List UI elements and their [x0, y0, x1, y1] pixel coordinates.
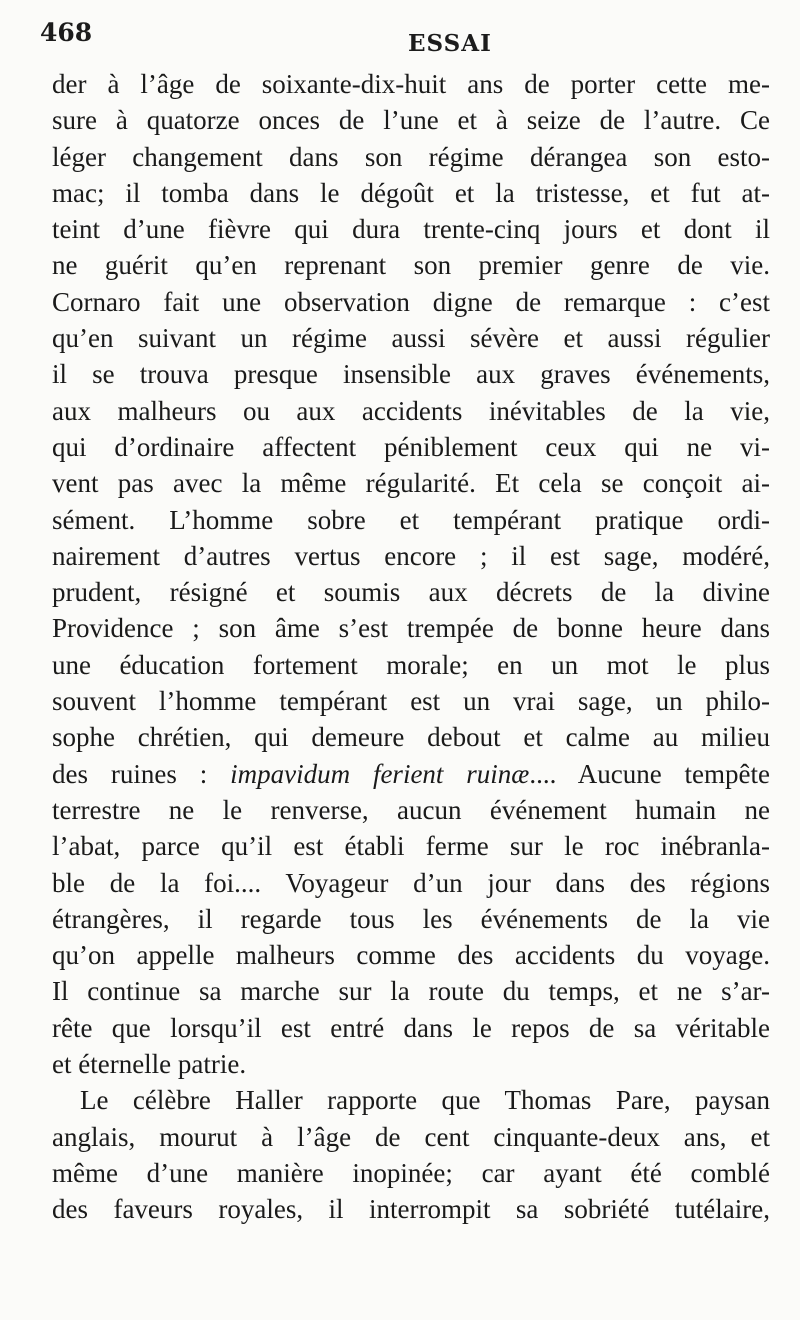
text-line: aux malheurs ou aux accidents inévitables de la vie, [52, 395, 770, 426]
text-line: léger changement dans son régime dérangea son esto- [52, 141, 770, 172]
text-line: sophe chrétien, qui demeure debout et calme au milieu [52, 722, 770, 753]
page-header [40, 16, 760, 60]
page-number: 468 [40, 18, 93, 47]
text-line: mac; il tomba dans le dégoût et la tristesse, et fut at- [52, 177, 770, 208]
text-line: sément. L’homme sobre et tempérant pratique ordi- [52, 504, 770, 535]
text-segment: des ruines : [52, 758, 231, 789]
text-line: étrangères, il regarde tous les événements de la vie [52, 903, 770, 934]
text-segment: .... Aucune tempête [529, 758, 771, 789]
text-line: Il continue sa marche sur la route du temps, et ne s’ar- [52, 976, 770, 1007]
text-line: der à l’âge de soixante-dix-huit ans de porter cette me- [52, 69, 770, 99]
text-line: rête que lorsqu’il est entré dans le repos de sa véritable [52, 1012, 770, 1043]
latin-quote: impavidum ferient ruinæ [230, 758, 530, 789]
body-text [52, 66, 770, 1228]
text-line: même d’une manière inopinée; car ayant été comblé [52, 1157, 770, 1188]
text-line: Providence ; son âme s’est trempée de bonne heure dans [52, 613, 770, 644]
text-line: une éducation fortement morale; en un mot le plus [52, 649, 770, 680]
text-line-with-latin-quote [52, 756, 770, 792]
paragraph-end-line: et éternelle patrie. [52, 1049, 247, 1080]
paragraph-start-line: Le célèbre Haller rapporte que Thomas Pare, paysan [80, 1085, 770, 1116]
text-line: des faveurs royales, il interrompit sa sobriété tutélaire, [52, 1194, 770, 1225]
text-line: prudent, résigné et soumis aux décrets de la divine [52, 577, 770, 608]
text-line: qui d’ordinaire affectent péniblement ceux qui ne vi- [52, 431, 770, 462]
text-line: vent pas avec la même régularité. Et cela se conçoit ai- [52, 468, 770, 499]
text-line: sure à quatorze onces de l’une et à seize de l’autre. Ce [52, 105, 770, 136]
text-line: nairement d’autres vertus encore ; il est sage, modéré, [52, 540, 770, 571]
text-line: ne guérit qu’en reprenant son premier genre de vie. [52, 250, 770, 281]
text-line: qu’on appelle malheurs comme des accidents du voyage. [52, 940, 770, 971]
text-line: ble de la foi.... Voyageur d’un jour dans des régions [52, 867, 770, 898]
text-line: qu’en suivant un régime aussi sévère et aussi régulier [52, 323, 770, 354]
text-line: il se trouva presque insensible aux graves événements, [52, 359, 770, 390]
text-line: anglais, mourut à l’âge de cent cinquante-deux ans, et [52, 1121, 770, 1152]
text-line: Cornaro fait une observation digne de remarque : c’est [52, 286, 770, 317]
text-line: souvent l’homme tempérant est un vrai sage, un philo- [52, 686, 770, 717]
text-line: terrestre ne le renverse, aucun événement humain ne [52, 794, 770, 825]
text-line: l’abat, parce qu’il est établi ferme sur le roc inébranla- [52, 831, 770, 862]
text-line: teint d’une fièvre qui dura trente-cinq jours et dont il [52, 214, 770, 245]
running-head: ESSAI [408, 30, 492, 57]
